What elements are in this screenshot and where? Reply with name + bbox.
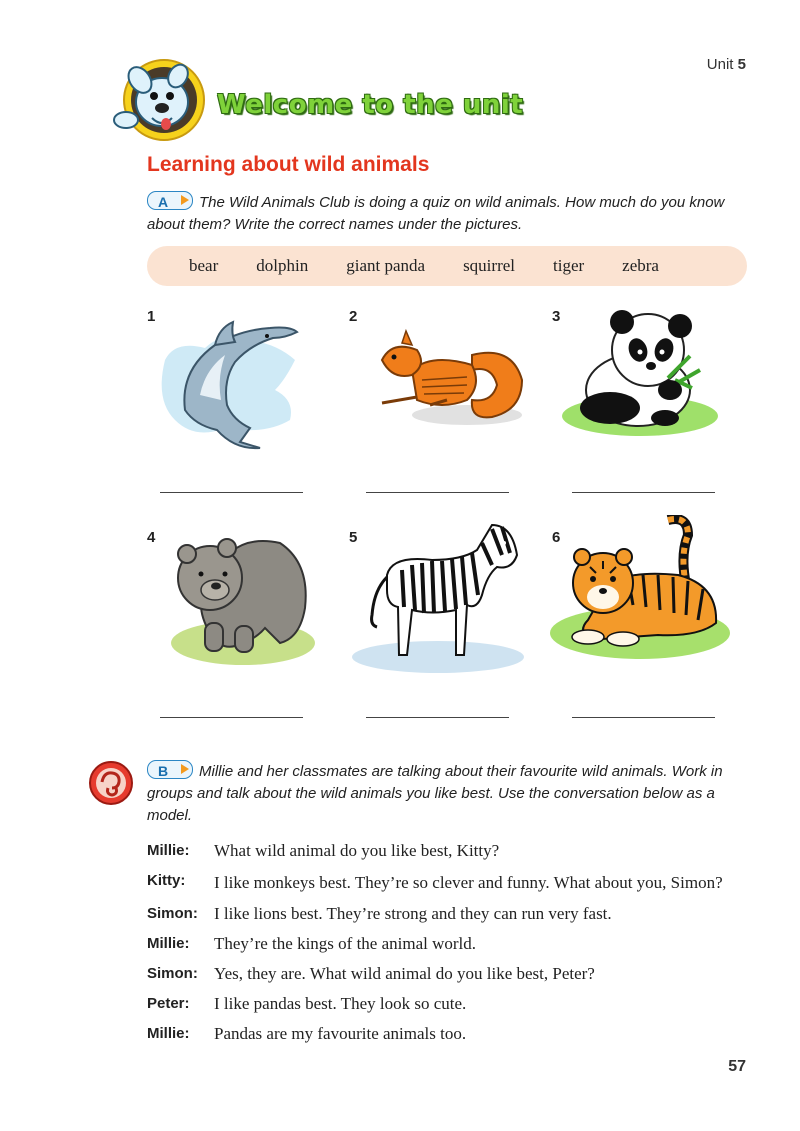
- zebra-icon: [352, 515, 524, 675]
- dialogue-line: [147, 836, 747, 866]
- dialogue-line: [147, 989, 747, 1019]
- answer-line-6[interactable]: [572, 717, 715, 718]
- speaker-name: Simon:: [147, 905, 198, 922]
- speech-text: I like lions best. They’re strong and they can run very fast.: [214, 904, 612, 923]
- speaker-name: Peter:: [147, 995, 190, 1012]
- part-b-instruction-block: [147, 760, 753, 827]
- word-tiger: tiger: [553, 256, 585, 275]
- part-a-instruction: The Wild Animals Club is doing a quiz on wild animals. How much do you know about them? Write the correct names under the pictures.: [147, 194, 725, 233]
- speaker-name: Millie:: [147, 842, 190, 859]
- word-giant-panda: giant panda: [346, 256, 426, 275]
- picture-number-1: 1: [147, 308, 156, 325]
- part-a-badge: [147, 191, 193, 210]
- speech-text: Yes, they are. What wild animal do you like best, Peter?: [214, 964, 595, 983]
- part-a-instruction-block: [147, 191, 747, 236]
- picture-number-4: 4: [147, 529, 156, 546]
- dialogue-line: [147, 866, 747, 899]
- part-b-badge: [147, 760, 193, 779]
- speech-text: What wild animal do you like best, Kitty?: [214, 841, 500, 860]
- answer-line-1[interactable]: [160, 492, 303, 493]
- unit-prefix: Unit: [706, 56, 734, 73]
- answer-line-4[interactable]: [160, 717, 303, 718]
- welcome-title: Welcome to the unit: [217, 90, 524, 120]
- dialogue-line: [147, 1019, 747, 1049]
- dialogue-line: [147, 959, 747, 989]
- dolphin-icon: [155, 300, 305, 455]
- page-number: 57: [728, 1058, 746, 1075]
- speaker-name: Simon:: [147, 965, 198, 982]
- answer-line-5[interactable]: [366, 717, 509, 718]
- picture-number-6: 6: [552, 529, 561, 546]
- speaker-name: Millie:: [147, 1025, 190, 1042]
- speaker-name: Kitty:: [147, 872, 186, 889]
- part-b-badge-letter: B: [158, 763, 169, 779]
- speaking-icon: [88, 760, 134, 806]
- speaker-name: Millie:: [147, 935, 190, 952]
- speech-text: I like pandas best. They look so cute.: [214, 994, 467, 1013]
- panda-icon: [560, 308, 722, 438]
- cartoon-dog-icon: [112, 58, 208, 146]
- word-dolphin: dolphin: [256, 256, 309, 275]
- dialogue: [147, 836, 747, 1049]
- unit-number: 5: [737, 56, 746, 73]
- dialogue-line: [147, 929, 747, 959]
- answer-line-2[interactable]: [366, 492, 509, 493]
- play-arrow-icon: [181, 764, 189, 774]
- word-squirrel: squirrel: [463, 256, 515, 275]
- part-a-badge-letter: A: [158, 194, 169, 210]
- squirrel-icon: [372, 325, 524, 430]
- picture-number-5: 5: [349, 529, 358, 546]
- play-arrow-icon: [181, 195, 189, 205]
- bear-icon: [165, 528, 315, 668]
- part-b-instruction: Millie and her classmates are talking about their favourite wild animals. Work in groups and talk about the wild animals you like best. Use the conversation below as a model.: [147, 763, 723, 824]
- word-bank: [147, 246, 747, 286]
- speech-text: Pandas are my favourite animals too.: [214, 1024, 467, 1043]
- section-title: Learning about wild animals: [147, 153, 430, 176]
- tiger-icon: [548, 515, 734, 665]
- picture-number-2: 2: [349, 308, 358, 325]
- word-bear: bear: [189, 256, 219, 275]
- picture-number-3: 3: [552, 308, 561, 325]
- speech-text: I like monkeys best. They’re so clever and funny. What about you, Simon?: [214, 873, 723, 892]
- speech-text: They’re the kings of the animal world.: [214, 934, 477, 953]
- answer-line-3[interactable]: [572, 492, 715, 493]
- dialogue-line: [147, 899, 747, 929]
- unit-label: [707, 56, 746, 73]
- word-zebra: zebra: [622, 256, 659, 275]
